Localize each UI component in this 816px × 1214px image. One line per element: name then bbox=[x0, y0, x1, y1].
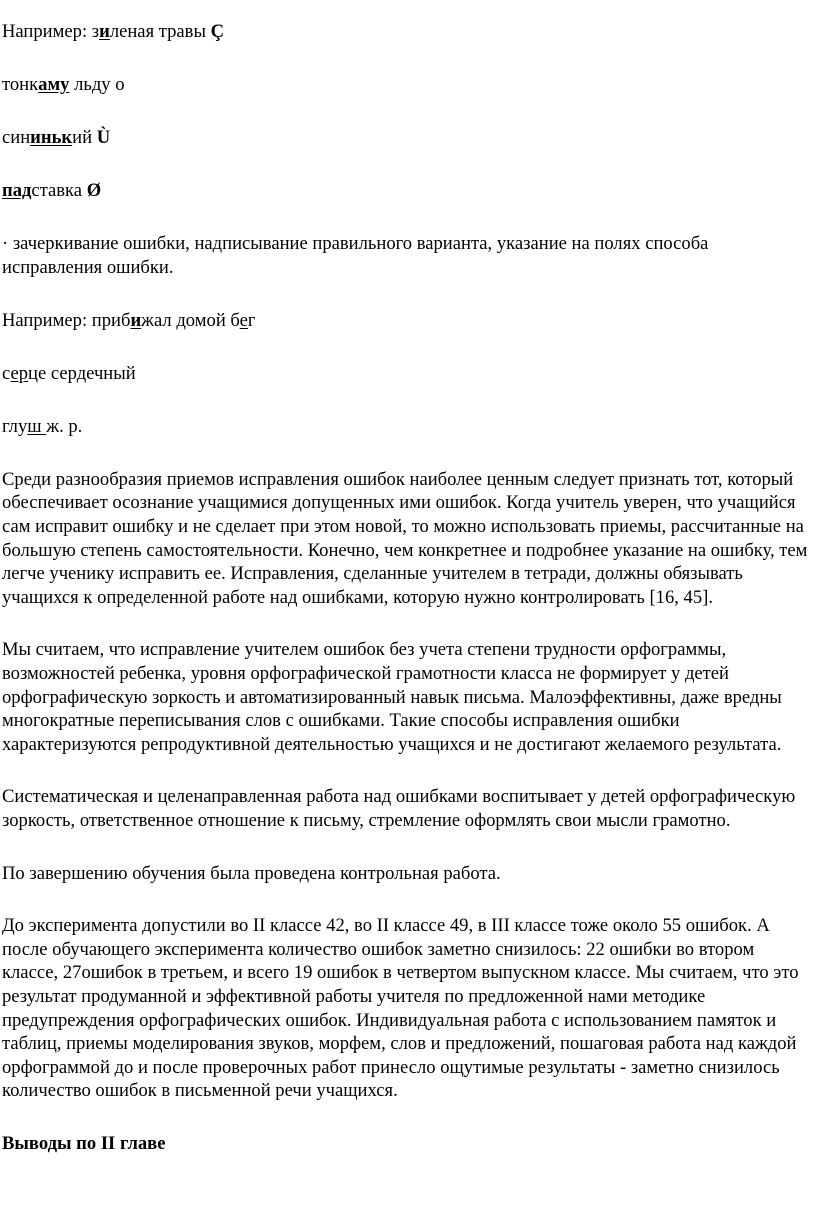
body-paragraph: Среди разнообразия приемов исправления ошибок наиболее ценным следует признать тот, который обеспечивает осознание учащимися допущенных ими ошибок. Когда учитель уверен, что учащийся сам исправит ошибку и не сделает при этом новой, то можно использовать приемы, рассчитанные на большую степень самостоятельности. Конечно, чем конкретнее и подробнее указание на ошибку, тем легче ученику исправить ее. Исправления, сделанные учителем в тетради, должны обязывать учащихся к определенной работе над ошибками, которую нужно контролировать [16, 45]. bbox=[2, 468, 808, 608]
symbol-glyph: Ç bbox=[210, 21, 225, 42]
body-paragraph: До эксперимента допустили во II классе 42, во II классе 49, в III классе тоже около 55 ошибок. А после обучающего эксперимента количество ошибок заметно снизилось: 22 ошибки во втором классе, 27ошибок в третьем, и всего 19 ошибок в четвертом выпускном классе. Мы считаем, что это результат продуманной и эффективной работы учителя по предложенной нами методике предупреждения орфографических ошибок. Индивидуальная работа с использованием памяток и таблиц, приемы моделирования звуков, морфем, слов и предложений, пошаговая работа над каждой орфограммой до и после проверочных работ принесло ощутимые результаты - заметно снизилось количество ошибок в письменной речи учащихся. bbox=[2, 915, 799, 1102]
example-line: тонкаму льду о bbox=[2, 74, 125, 96]
underlined-letter: д bbox=[76, 362, 87, 384]
example-line: Например: зиленая травы Ç bbox=[2, 21, 225, 42]
example-line: глуш ж. р. bbox=[2, 415, 83, 437]
underlined-letter: и bbox=[99, 21, 110, 42]
example-line: серце сердечный bbox=[2, 362, 136, 384]
example-line: Например: прибижал домой бег bbox=[2, 309, 256, 331]
underlined-letters: ер bbox=[10, 362, 29, 384]
section-heading: Выводы по II главе bbox=[2, 1132, 166, 1154]
example-line: сининький Ù bbox=[2, 127, 111, 149]
underlined-letter: и bbox=[130, 309, 142, 331]
underlined-letters: аму bbox=[38, 74, 70, 96]
body-paragraph: Систематическая и целенаправленная работа над ошибками воспитывает у детей орфографическую зоркость, ответственное отношение к письму, стремление оформлять свои мысли грамотно. bbox=[2, 786, 796, 831]
body-paragraph: По завершению обучения была проведена контрольная работа. bbox=[2, 862, 501, 884]
bullet-paragraph: · зачеркивание ошибки, надписывание правильного варианта, указание на полях способа исправления ошибки. bbox=[2, 233, 709, 278]
underlined-letters: иньк bbox=[30, 127, 73, 149]
example-line: падставка Ø bbox=[2, 180, 102, 202]
underlined-letter: е bbox=[239, 309, 248, 331]
body-paragraph: Мы считаем, что исправление учителем ошибок без учета степени трудности орфограммы, возможностей ребенка, уровня орфографической грамотности класса не формирует у детей орфографическую зоркость и автоматизированный навык письма. Малоэффективны, даже вредны многократные переписывания слов с ошибками. Такие способы исправления ошибки характеризуются репродуктивной деятельностью учащихся и не достигают желаемого результата. bbox=[2, 639, 782, 755]
underlined-letter: ш bbox=[27, 415, 47, 437]
symbol-glyph: Ù bbox=[96, 127, 111, 149]
underlined-letters: пад bbox=[2, 180, 32, 202]
symbol-glyph: Ø bbox=[86, 180, 102, 202]
